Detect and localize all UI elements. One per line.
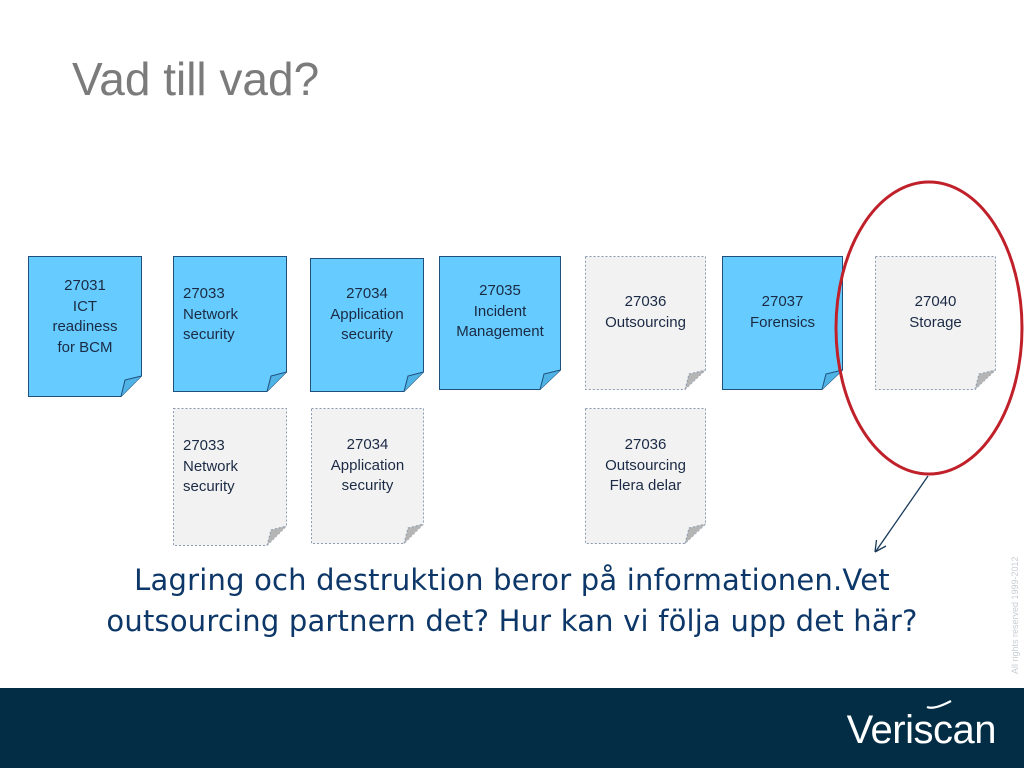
standard-number: 27040 bbox=[914, 293, 957, 310]
slide-caption bbox=[0, 560, 1024, 642]
card-text bbox=[175, 284, 285, 346]
card-27033-network-security-secondary bbox=[173, 408, 287, 546]
card-27037-forensics bbox=[722, 256, 843, 390]
card-text bbox=[587, 292, 704, 333]
veriscan-logo bbox=[847, 708, 996, 753]
card-text bbox=[30, 276, 140, 358]
card-27035-incident-management bbox=[439, 256, 561, 390]
copyright-notice: All rights reserved 1999-2012 bbox=[1010, 556, 1020, 674]
standard-label: ICT bbox=[72, 297, 98, 315]
standard-label: Forensics bbox=[749, 313, 816, 331]
standard-label: security bbox=[341, 326, 393, 343]
pointer-arrow bbox=[876, 476, 928, 551]
card-27034-application-security bbox=[310, 258, 424, 392]
standard-label: Application bbox=[330, 456, 405, 474]
card-27036-outsourcing bbox=[585, 256, 706, 390]
standard-label: Flera delar bbox=[609, 477, 682, 494]
standard-label: Outsourcing bbox=[605, 313, 686, 331]
standard-label: Management bbox=[456, 323, 544, 340]
standard-label: Network bbox=[183, 305, 239, 323]
card-text bbox=[312, 284, 422, 346]
card-text bbox=[175, 436, 285, 498]
card-27040-storage bbox=[875, 256, 996, 390]
standard-label: Incident bbox=[473, 302, 527, 320]
standard-label: security bbox=[183, 478, 235, 495]
card-text bbox=[877, 292, 994, 333]
standard-label: Network bbox=[183, 457, 239, 475]
slide-title: Vad till vad? bbox=[72, 53, 320, 105]
standard-number: 27031 bbox=[64, 277, 106, 294]
standard-number: 27036 bbox=[624, 293, 667, 310]
standard-number: 27033 bbox=[183, 285, 225, 302]
arrow-head-icon bbox=[875, 540, 886, 552]
standard-label: Application bbox=[330, 305, 404, 323]
standard-label: readiness bbox=[52, 318, 118, 335]
card-27034-application-security-secondary bbox=[311, 408, 424, 544]
standard-label: Storage bbox=[909, 313, 962, 331]
card-27033-network-security bbox=[173, 256, 287, 392]
card-text bbox=[724, 292, 841, 333]
caption-line-1: Lagring och destruktion beror på informationen.Vet bbox=[134, 563, 890, 597]
standard-number: 27033 bbox=[183, 437, 225, 454]
standard-number: 27034 bbox=[346, 436, 389, 453]
standard-label: Outsourcing bbox=[605, 456, 686, 474]
caption-line-2: outsourcing partnern det? Hur kan vi följa upp det här? bbox=[106, 604, 918, 638]
standard-label: for BCM bbox=[57, 338, 113, 356]
card-text bbox=[587, 435, 704, 497]
logo-swoosh-icon bbox=[926, 700, 952, 710]
standard-number: 27034 bbox=[346, 285, 388, 302]
card-27031-ict-readiness bbox=[28, 256, 142, 397]
logo-text: Veriscan bbox=[846, 708, 996, 752]
standard-label: security bbox=[183, 326, 235, 343]
card-text bbox=[441, 281, 559, 343]
card-27036-outsourcing-flera-delar bbox=[585, 408, 706, 544]
standard-label: security bbox=[341, 477, 394, 494]
standard-number: 27036 bbox=[624, 436, 667, 453]
standard-number: 27037 bbox=[761, 293, 804, 310]
card-text bbox=[313, 435, 422, 497]
standard-number: 27035 bbox=[479, 282, 521, 299]
